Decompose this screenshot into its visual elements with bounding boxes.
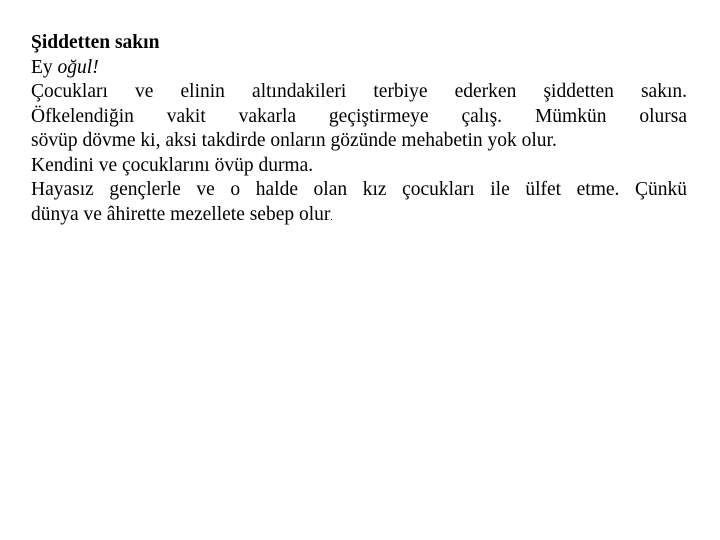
body-line-6-text: dünya ve âhirette mezellete sebep olur	[31, 203, 331, 225]
final-period: .	[330, 211, 333, 222]
body-line-5: Hayasız gençlerle ve o halde olan kız çocukları ile ülfet etme. Çünkü	[31, 179, 687, 200]
text-block	[31, 31, 687, 229]
body-line-3: sövüp dövme ki, aksi takdirde onların gözünde mehabetin yok olur.	[31, 130, 557, 151]
title: Şiddetten sakın	[31, 32, 160, 53]
body-line-6	[31, 203, 687, 230]
body-line-1: Çocukları ve elinin altındakileri terbiye ederken şiddetten sakın.	[31, 81, 687, 102]
body-line-2: Öfkelendiğin vakit vakarla geçiştirmeye çalış. Mümkün olursa	[31, 105, 687, 127]
address-name: oğul!	[57, 56, 99, 78]
body-line-4: Kendini ve çocuklarını övüp durma.	[31, 154, 314, 176]
address-prefix: Ey	[31, 56, 58, 78]
address-line	[31, 56, 687, 81]
